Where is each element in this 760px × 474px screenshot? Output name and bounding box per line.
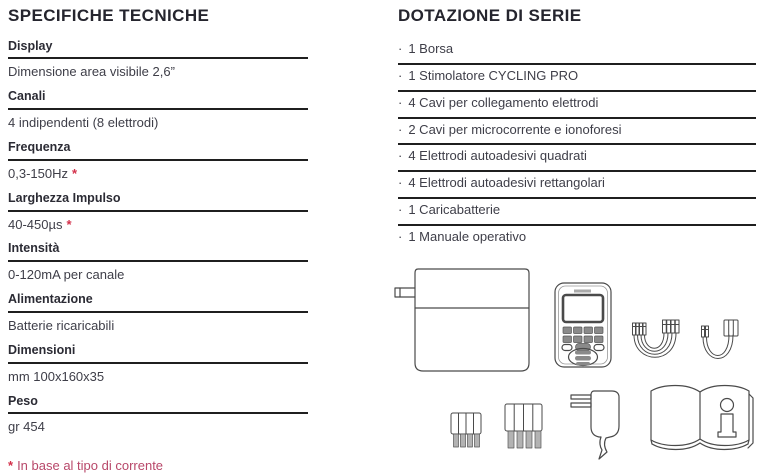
spec-value-text: 40-450µs xyxy=(8,216,63,232)
equipment-item-label: 4 Elettrodi autoadesivi rettangolari xyxy=(408,175,605,191)
bag-illustration xyxy=(392,264,534,376)
spec-value xyxy=(8,212,308,241)
spec-row xyxy=(8,291,308,342)
equipment-item-label: 1 Borsa xyxy=(408,40,454,56)
kit-illustrations xyxy=(390,252,760,461)
equipment-item xyxy=(398,226,756,251)
bullet-dot: · xyxy=(398,121,403,137)
equipment-item-label: 4 Cavi per collegamento elettrodi xyxy=(408,94,599,110)
spec-value-text: Dimensione area visibile 2,6” xyxy=(8,64,175,80)
device-buttons xyxy=(563,327,603,351)
bullet-dot: · xyxy=(398,175,403,191)
stimulator-illustration xyxy=(554,282,612,368)
specs-title: SPECIFICHE TECNICHE xyxy=(8,6,210,25)
standard-equipment-section xyxy=(398,7,756,251)
rectangular-electrodes-illustration xyxy=(504,403,544,453)
equipment-item-label: 1 Stimolatore CYCLING PRO xyxy=(408,67,579,83)
device-nav-pad xyxy=(575,351,591,366)
spec-label: Display xyxy=(8,38,53,53)
info-icon xyxy=(718,399,736,438)
equipment-item xyxy=(398,92,756,119)
bullet-dot: · xyxy=(398,148,403,164)
square-electrodes-illustration xyxy=(450,412,483,452)
bullet-dot: · xyxy=(398,229,403,245)
manual-illustration xyxy=(643,380,757,458)
spec-value-text: gr 454 xyxy=(8,419,45,435)
bullet-dot: · xyxy=(398,94,403,110)
spec-label: Alimentazione xyxy=(8,292,93,307)
spec-row xyxy=(8,139,308,190)
device-brand-mark xyxy=(574,290,591,293)
microcurrent-cables-illustration xyxy=(697,318,741,378)
equipment-item-label: 1 Manuale operativo xyxy=(408,229,527,245)
spec-label: Canali xyxy=(8,89,46,104)
spec-value-text: 4 indipendenti (8 elettrodi) xyxy=(8,115,159,131)
spec-row xyxy=(8,240,308,291)
bullet-dot: · xyxy=(398,202,403,218)
spec-value xyxy=(8,313,308,342)
equipment-item-label: 4 Elettrodi autoadesivi quadrati xyxy=(408,148,587,164)
spec-value-text: mm 100x160x35 xyxy=(8,368,105,384)
spec-value xyxy=(8,161,308,190)
spec-value-text: Batterie ricaricabili xyxy=(8,317,115,333)
charger-illustration xyxy=(570,389,622,461)
spec-value xyxy=(8,364,308,393)
spec-row xyxy=(8,342,308,393)
equipment-item xyxy=(398,38,756,65)
spec-label: Peso xyxy=(8,393,38,408)
equipment-item xyxy=(398,145,756,172)
equipment-title: DOTAZIONE DI SERIE xyxy=(398,6,582,25)
asterisk-marker: * xyxy=(71,165,78,181)
bullet-dot: · xyxy=(398,67,403,83)
spec-row xyxy=(8,38,308,89)
spec-value xyxy=(8,262,308,291)
equipment-item xyxy=(398,199,756,226)
equipment-item xyxy=(398,65,756,92)
spec-label: Larghezza Impulso xyxy=(8,190,121,205)
bullet-dot: · xyxy=(398,40,403,56)
equipment-item-label: 2 Cavi per microcorrente e ionoforesi xyxy=(408,121,622,137)
spec-value-text: 0-120mA per canale xyxy=(8,267,125,283)
spec-value xyxy=(8,59,308,88)
equipment-item xyxy=(398,119,756,146)
asterisk-marker: * xyxy=(8,458,14,474)
technical-specs-section xyxy=(8,7,308,474)
spec-label: Intensità xyxy=(8,241,60,256)
spec-row xyxy=(8,393,308,444)
spec-value-text: 0,3-150Hz xyxy=(8,165,68,181)
spec-value xyxy=(8,414,308,443)
electrode-cables-illustration xyxy=(630,318,682,378)
asterisk-marker: * xyxy=(66,216,72,232)
footnote-text: In base al tipo di corrente xyxy=(17,458,164,474)
spec-label: Frequenza xyxy=(8,140,71,155)
device-screen xyxy=(563,295,603,322)
spec-row xyxy=(8,88,308,139)
spec-label: Dimensioni xyxy=(8,342,76,357)
equipment-item-label: 1 Caricabatterie xyxy=(408,202,501,218)
spec-row xyxy=(8,190,308,241)
spec-value xyxy=(8,110,308,139)
equipment-item xyxy=(398,172,756,199)
